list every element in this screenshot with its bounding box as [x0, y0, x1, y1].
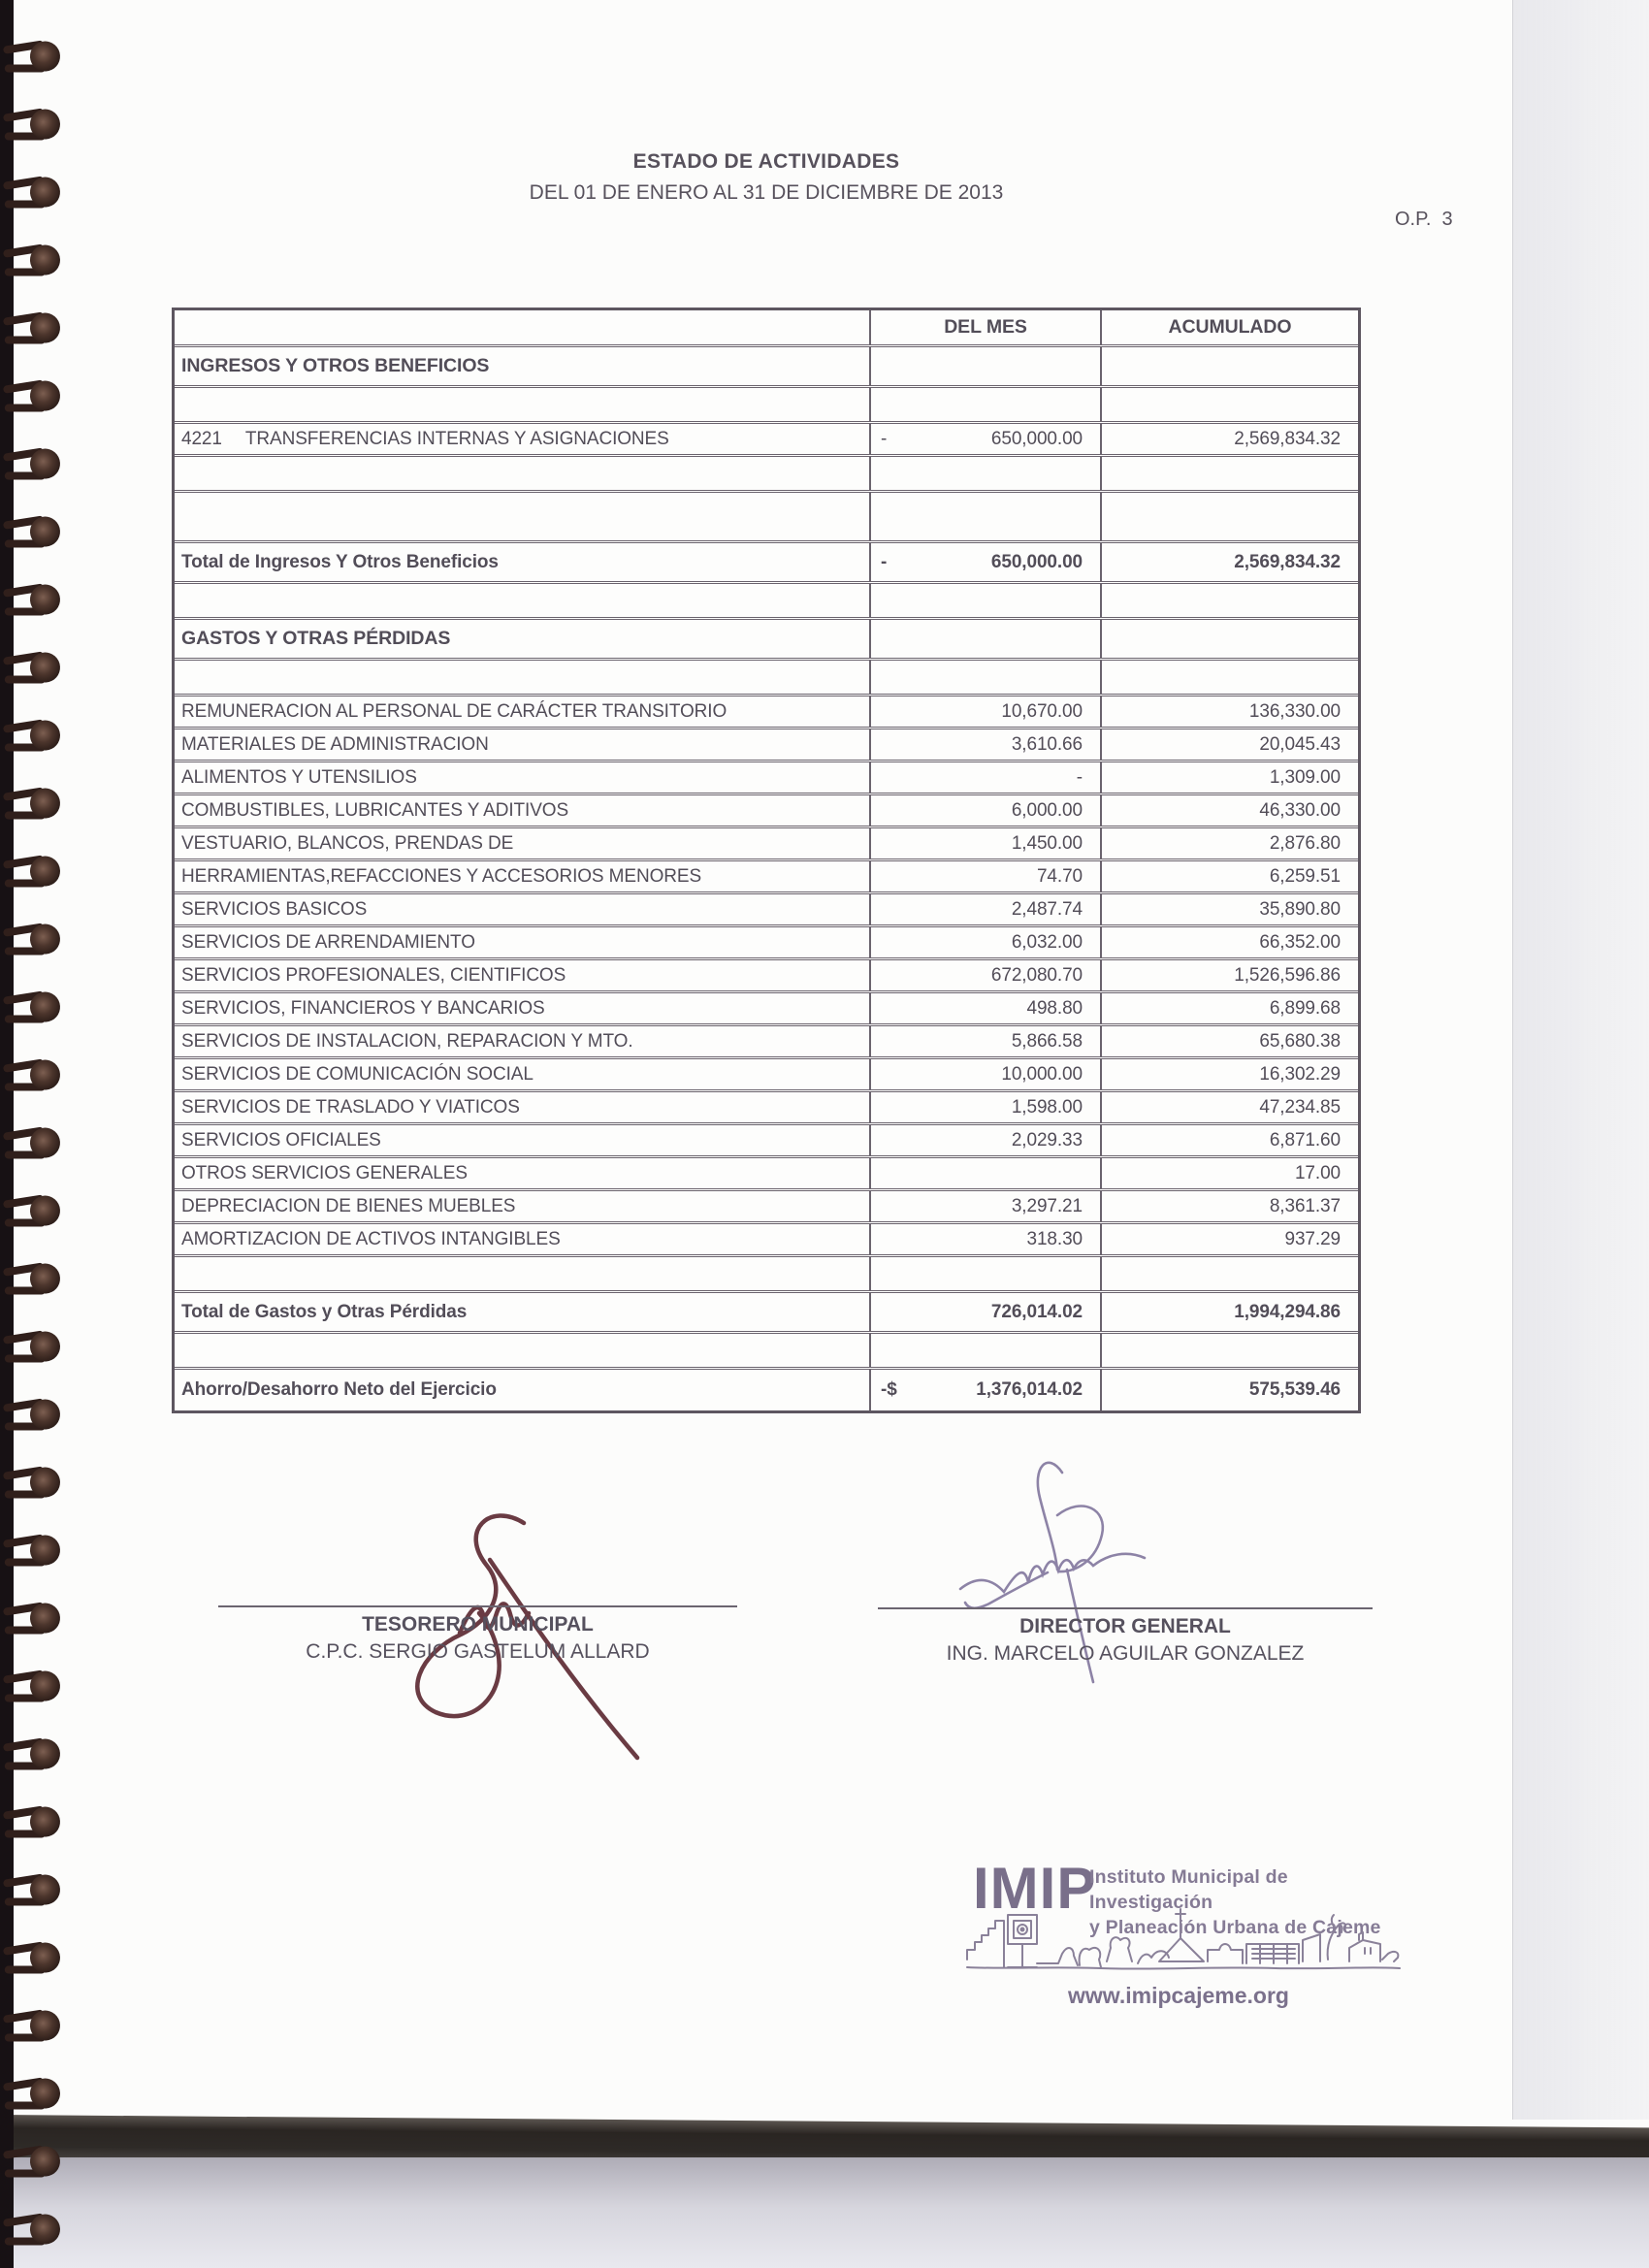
binder-ring-icon: [3, 109, 61, 142]
table-row: [175, 1059, 1358, 1092]
table-row: [175, 828, 1358, 861]
acumulado-cell: [1102, 1158, 1358, 1188]
signature-block-tesorero: [218, 1605, 737, 1664]
acumulado-amount: 2,876.80: [1269, 832, 1341, 854]
binder-ring-icon: [3, 244, 61, 277]
del-mes-amount: 1,450.00: [1011, 832, 1083, 854]
del-mes-cell: [871, 1191, 1102, 1221]
row-label-cell: [175, 993, 871, 1023]
acumulado-amount: 6,899.68: [1269, 997, 1341, 1019]
acumulado-cell: [1102, 1125, 1358, 1155]
acumulado-amount: 2,569,834.32: [1234, 551, 1341, 572]
del-mes-cell: [871, 795, 1102, 826]
del-mes-amount: 318.30: [1026, 1228, 1083, 1249]
binder-ring-icon: [3, 41, 61, 74]
acumulado-cell: [1102, 1224, 1358, 1254]
acumulado-cell: [1102, 1370, 1358, 1410]
row-label: SERVICIOS DE ARRENDAMIENTO: [181, 931, 475, 953]
table-row: [175, 729, 1358, 762]
acumulado-cell: [1102, 493, 1358, 540]
del-mes-amount: 5,866.58: [1011, 1030, 1083, 1052]
acumulado-column-header: ACUMULADO: [1168, 316, 1292, 338]
row-label-cell: [175, 828, 871, 859]
acumulado-amount: 136,330.00: [1248, 700, 1341, 722]
account-code: 4221: [181, 428, 222, 449]
acumulado-amount: 16,302.29: [1259, 1063, 1341, 1085]
binder-ring-icon: [3, 1059, 61, 1092]
del-mes-cell: [871, 861, 1102, 891]
row-label: REMUNERACION AL PERSONAL DE CARÁCTER TRANSITORIO: [181, 700, 728, 722]
city-skyline-drawing-icon: [965, 1905, 1402, 1991]
acumulado-amount: 937.29: [1284, 1228, 1341, 1249]
row-label-cell: [175, 1293, 871, 1331]
currency-prefix: -: [881, 551, 888, 572]
del-mes-cell: [871, 993, 1102, 1023]
acumulado-amount: 35,890.80: [1259, 898, 1341, 920]
row-label-cell: [175, 661, 871, 694]
row-label-cell: [175, 424, 871, 454]
binder-ring-icon: [3, 856, 61, 889]
binder-ring-icon: [3, 1874, 61, 1907]
del-mes-amount: 10,000.00: [1001, 1063, 1083, 1085]
del-mes-cell: [871, 1026, 1102, 1056]
binder-ring-icon: [3, 2078, 61, 2111]
row-label-cell: [175, 1158, 871, 1188]
table-row: [175, 894, 1358, 927]
del-mes-cell: [871, 762, 1102, 793]
acumulado-amount: 6,259.51: [1269, 865, 1341, 887]
table-row: [175, 493, 1358, 543]
del-mes-cell: [871, 1125, 1102, 1155]
acumulado-cell: [1102, 927, 1358, 957]
document-subtitle: DEL 01 DE ENERO AL 31 DE DICIEMBRE DE 2013: [529, 181, 1004, 204]
acumulado-amount: 17.00: [1294, 1162, 1341, 1183]
row-label: Total de Gastos y Otras Pérdidas: [181, 1301, 468, 1322]
del-mes-cell: [871, 697, 1102, 727]
signature-name: ING. MARCELO AGUILAR GONZALEZ: [946, 1642, 1305, 1665]
row-label-cell: [175, 729, 871, 760]
binder-ring-icon: [3, 1195, 61, 1228]
acumulado-cell: [1102, 1092, 1358, 1122]
acumulado-cell: [1102, 762, 1358, 793]
table-row: [175, 762, 1358, 795]
del-mes-cell: [871, 1257, 1102, 1290]
binder-ring-icon: [3, 2146, 61, 2179]
acumulado-cell: [1102, 861, 1358, 891]
row-label-cell: [175, 1257, 871, 1290]
del-mes-amount: 6,000.00: [1011, 799, 1083, 821]
row-label: MATERIALES DE ADMINISTRACION: [181, 733, 489, 755]
table-row: [175, 960, 1358, 993]
signature-block-director: [878, 1607, 1373, 1666]
row-label: Total de Ingresos Y Otros Beneficios: [181, 551, 499, 572]
row-label-cell: [175, 927, 871, 957]
del-mes-amount: 498.80: [1026, 997, 1083, 1019]
del-mes-amount: 2,487.74: [1011, 898, 1083, 920]
acumulado-cell: [1102, 661, 1358, 694]
scan-right-shadow: [1512, 0, 1649, 2120]
acumulado-amount: 6,871.60: [1269, 1129, 1341, 1150]
table-row: [175, 620, 1358, 661]
del-mes-cell: [871, 1293, 1102, 1331]
row-label: DEPRECIACION DE BIENES MUEBLES: [181, 1195, 516, 1216]
del-mes-cell: [871, 493, 1102, 540]
binder-ring-icon: [3, 177, 61, 210]
row-label-cell: [175, 795, 871, 826]
row-label-cell: [175, 762, 871, 793]
del-mes-cell: [871, 927, 1102, 957]
row-label-cell: [175, 1370, 871, 1410]
del-mes-cell: [871, 1370, 1102, 1410]
binder-ring-icon: [3, 380, 61, 413]
row-label-cell: [175, 347, 871, 385]
del-mes-cell: [871, 1059, 1102, 1089]
acumulado-amount: 47,234.85: [1259, 1096, 1341, 1118]
del-mes-amount: 1,376,014.02: [976, 1379, 1083, 1400]
row-label-cell: [175, 894, 871, 924]
row-label-cell: [175, 310, 871, 344]
table-row: [175, 1158, 1358, 1191]
imip-tagline-line2: y Planeación Urbana de Cajeme: [1089, 1917, 1381, 1938]
row-label-cell: [175, 1092, 871, 1122]
binder-ring-icon: [3, 1670, 61, 1703]
table-row: [175, 795, 1358, 828]
acumulado-cell: [1102, 828, 1358, 859]
row-label-cell: [175, 1059, 871, 1089]
del-mes-column-header: DEL MES: [871, 310, 1102, 344]
signature-role: DIRECTOR GENERAL: [1019, 1615, 1231, 1637]
acumulado-cell: [1102, 697, 1358, 727]
financial-table: [172, 308, 1361, 1413]
row-label-cell: [175, 1334, 871, 1367]
del-mes-cell: [871, 894, 1102, 924]
row-label-cell: [175, 1125, 871, 1155]
row-label-cell: [175, 543, 871, 581]
acumulado-cell: [1102, 1334, 1358, 1367]
table-row: [175, 1092, 1358, 1125]
signature-role: TESORERO MUNICIPAL: [362, 1613, 594, 1636]
row-label-cell: [175, 861, 871, 891]
binder-ring-icon: [3, 584, 61, 617]
del-mes-cell: [871, 1334, 1102, 1367]
acumulado-amount: 46,330.00: [1259, 799, 1341, 821]
binder-ring-icon: [3, 2214, 61, 2247]
acumulado-cell: [1102, 1026, 1358, 1056]
row-label: TRANSFERENCIAS INTERNAS Y ASIGNACIONES: [244, 428, 669, 449]
acumulado-cell: [1102, 1059, 1358, 1089]
row-label-cell: [175, 1026, 871, 1056]
binder-ring-icon: [3, 1467, 61, 1500]
row-label-cell: [175, 388, 871, 421]
acumulado-cell: [1102, 1257, 1358, 1290]
row-label-cell: [175, 697, 871, 727]
table-row: [175, 388, 1358, 424]
binder-ring-icon: [3, 1738, 61, 1771]
table-row: [175, 1334, 1358, 1370]
del-mes-cell: [871, 729, 1102, 760]
table-row: [175, 1224, 1358, 1257]
acumulado-cell: [1102, 795, 1358, 826]
binder-ring-icon: [3, 1263, 61, 1296]
acumulado-amount: 20,045.43: [1259, 733, 1341, 755]
table-row: [175, 697, 1358, 729]
signature-line: [878, 1607, 1373, 1609]
del-mes-amount: 650,000.00: [990, 428, 1083, 449]
row-label-cell: [175, 457, 871, 490]
binder-ring-icon: [3, 1399, 61, 1432]
del-mes-cell: [871, 1092, 1102, 1122]
del-mes-cell: [871, 543, 1102, 581]
del-mes-amount: 3,297.21: [1011, 1195, 1083, 1216]
table-row: [175, 457, 1358, 493]
row-label-cell: [175, 584, 871, 617]
table-row: [175, 861, 1358, 894]
binder-ring-icon: [3, 1331, 61, 1364]
page-reference-op: O.P. 3: [1395, 209, 1453, 230]
binder-ring-icon: [3, 1535, 61, 1568]
del-mes-cell: [871, 661, 1102, 694]
binder-ring-icon: [3, 991, 61, 1024]
del-mes-cell: [871, 388, 1102, 421]
del-mes-cell: [871, 584, 1102, 617]
binder-ring-icon: [3, 1127, 61, 1160]
binder-ring-icon: [3, 1942, 61, 1975]
acumulado-cell: [1102, 424, 1358, 454]
imip-tagline-line1: Instituto Municipal de Investigación: [1089, 1866, 1288, 1913]
acumulado-amount: 66,352.00: [1259, 931, 1341, 953]
row-label: SERVICIOS, FINANCIEROS Y BANCARIOS: [181, 997, 545, 1019]
acumulado-cell: [1102, 1191, 1358, 1221]
table-row: [175, 1370, 1358, 1410]
del-mes-amount: 650,000.00: [990, 551, 1083, 572]
acumulado-amount: 1,309.00: [1269, 766, 1341, 788]
binder-ring-icon: [3, 923, 61, 956]
acumulado-cell: [1102, 1293, 1358, 1331]
row-label: COMBUSTIBLES, LUBRICANTES Y ADITIVOS: [181, 799, 569, 821]
del-mes-amount: 10,670.00: [1001, 700, 1083, 722]
row-label: SERVICIOS OFICIALES: [181, 1129, 381, 1150]
acumulado-amount: 65,680.38: [1259, 1030, 1341, 1052]
acumulado-amount: 8,361.37: [1269, 1195, 1341, 1216]
acumulado-cell: [1102, 960, 1358, 990]
signature-name: C.P.C. SERGIO GASTELUM ALLARD: [306, 1640, 650, 1663]
del-mes-amount: 726,014.02: [990, 1301, 1083, 1322]
binder-ring-icon: [3, 1603, 61, 1636]
binder-ring-icon: [3, 720, 61, 753]
table-row: [175, 1293, 1358, 1334]
row-label: SERVICIOS BASICOS: [181, 898, 368, 920]
del-mes-cell: [871, 828, 1102, 859]
del-mes-amount: 1,598.00: [1011, 1096, 1083, 1118]
row-label-cell: [175, 1224, 871, 1254]
imip-website-url: www.imipcajeme.org: [1068, 1983, 1289, 2008]
acumulado-cell: [1102, 584, 1358, 617]
acumulado-cell: [1102, 347, 1358, 385]
row-label: SERVICIOS DE COMUNICACIÓN SOCIAL: [181, 1063, 534, 1085]
currency-prefix: -$: [881, 1379, 897, 1400]
del-mes-cell: [871, 1158, 1102, 1188]
row-label: VESTUARIO, BLANCOS, PRENDAS DE: [181, 832, 514, 854]
table-row: [175, 1026, 1358, 1059]
row-label-cell: [175, 1191, 871, 1221]
del-mes-cell: [871, 347, 1102, 385]
table-row: [175, 661, 1358, 697]
binder-ring-icon: [3, 652, 61, 685]
del-mes-amount: 74.70: [1036, 865, 1083, 887]
acumulado-cell: [1102, 894, 1358, 924]
del-mes-cell: [871, 960, 1102, 990]
table-row: [175, 1191, 1358, 1224]
acumulado-amount: 1,526,596.86: [1234, 964, 1341, 986]
acumulado-amount: 2,569,834.32: [1234, 428, 1341, 449]
row-label: SERVICIOS DE INSTALACION, REPARACION Y MTO.: [181, 1030, 633, 1052]
table-row: [175, 993, 1358, 1026]
row-label: GASTOS Y OTRAS PÉRDIDAS: [181, 628, 451, 649]
del-mes-amount: 6,032.00: [1011, 931, 1083, 953]
acumulado-cell: [1102, 457, 1358, 490]
table-row: [175, 424, 1358, 457]
table-row: [175, 543, 1358, 584]
binder-ring-icon: [3, 312, 61, 345]
del-mes-amount: -: [1076, 766, 1083, 788]
del-mes-amount: 672,080.70: [990, 964, 1083, 986]
table-row: [175, 927, 1358, 960]
acumulado-cell: [1102, 388, 1358, 421]
row-label: INGRESOS Y OTROS BENEFICIOS: [181, 355, 490, 376]
del-mes-amount: 2,029.33: [1011, 1129, 1083, 1150]
acumulado-cell: [1102, 620, 1358, 658]
signature-line: [218, 1605, 737, 1607]
binder-ring-icon: [3, 448, 61, 481]
binder-ring-icon: [3, 516, 61, 549]
del-mes-cell: [871, 457, 1102, 490]
binder-ring-icon: [3, 788, 61, 821]
acumulado-amount: 575,539.46: [1248, 1379, 1341, 1400]
table-row: [175, 1257, 1358, 1293]
row-label: AMORTIZACION DE ACTIVOS INTANGIBLES: [181, 1228, 561, 1249]
del-mes-amount: 3,610.66: [1011, 733, 1083, 755]
acumulado-cell: [1102, 543, 1358, 581]
row-label: HERRAMIENTAS,REFACCIONES Y ACCESORIOS MENORES: [181, 865, 702, 887]
row-label: OTROS SERVICIOS GENERALES: [181, 1162, 468, 1183]
table-row: [175, 310, 1358, 347]
row-label-cell: [175, 493, 871, 540]
acumulado-amount: 1,994,294.86: [1234, 1301, 1341, 1322]
table-row: [175, 1125, 1358, 1158]
acumulado-cell: [1102, 729, 1358, 760]
row-label: SERVICIOS DE TRASLADO Y VIATICOS: [181, 1096, 520, 1118]
acumulado-cell: [1102, 993, 1358, 1023]
row-label: SERVICIOS PROFESIONALES, CIENTIFICOS: [181, 964, 566, 986]
document-title: ESTADO DE ACTIVIDADES: [632, 150, 900, 173]
row-label-cell: [175, 960, 871, 990]
scan-bottom-gray-band: [0, 2157, 1649, 2268]
imip-logo-text: IMIP: [973, 1856, 1097, 1921]
table-row: [175, 584, 1358, 620]
currency-prefix: -: [881, 428, 888, 449]
binder-ring-icon: [3, 2010, 61, 2043]
del-mes-cell: [871, 1224, 1102, 1254]
row-label: Ahorro/Desahorro Neto del Ejercicio: [181, 1379, 497, 1400]
row-label: ALIMENTOS Y UTENSILIOS: [181, 766, 417, 788]
table-row: [175, 347, 1358, 388]
binder-ring-icon: [3, 1806, 61, 1839]
del-mes-cell: [871, 424, 1102, 454]
row-label-cell: [175, 620, 871, 658]
del-mes-cell: [871, 620, 1102, 658]
